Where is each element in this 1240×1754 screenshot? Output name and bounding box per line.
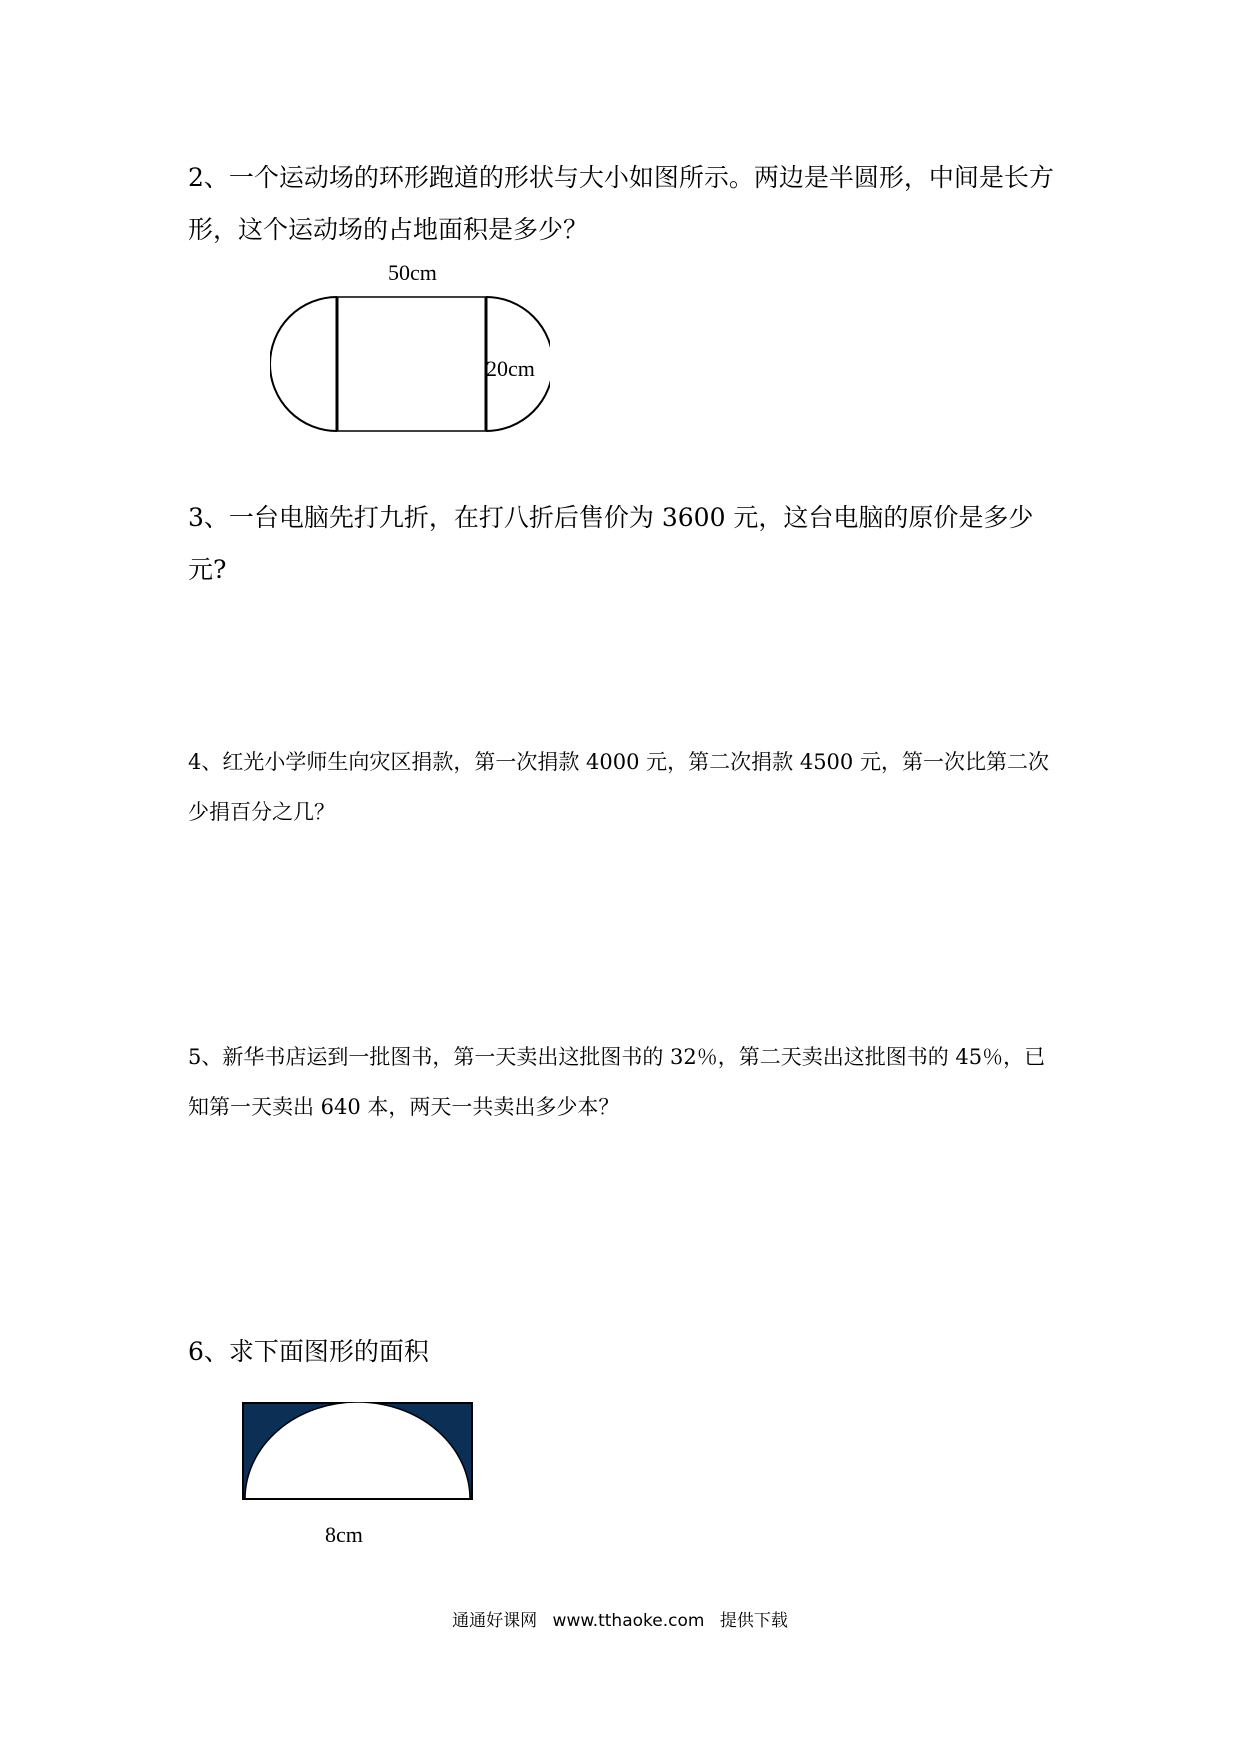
question-6-line-1: 6、求下面图形的面积 — [188, 1337, 429, 1366]
left-semicircle — [270, 297, 337, 431]
question-4-line-2: 少捐百分之几？ — [188, 800, 335, 824]
page-footer — [0, 1606, 1240, 1631]
arch-figure — [242, 1402, 474, 1502]
question-6 — [188, 1326, 1068, 1378]
question-3 — [188, 492, 1068, 596]
question-5-line-1: 5、新华书店运到一批图书，第一天卖出这批图书的 32％，第二天卖出这批图书的 45％，已 — [188, 1045, 1046, 1069]
question-4-line-1: 4、红光小学师生向灾区捐款，第一次捐款 4000 元，第二次捐款 4500 元，第一次比第二次 — [188, 750, 1049, 774]
question-4 — [188, 737, 1068, 837]
question-5-line-2: 知第一天卖出 640 本，两天一共卖出多少本？ — [188, 1095, 620, 1119]
arch-width-label: 8cm — [325, 1522, 363, 1547]
question-2-line-2: 形，这个运动场的占地面积是多少？ — [188, 215, 589, 244]
track-width-label: 20cm — [486, 356, 535, 381]
question-2-line-1: 2、一个运动场的环形跑道的形状与大小如图所示。两边是半圆形，中间是长方 — [188, 163, 1054, 192]
question-5 — [188, 1032, 1068, 1132]
question-3-line-1: 3、一台电脑先打九折，在打八折后售价为 3600 元，这台电脑的原价是多少元? — [188, 503, 1034, 584]
track-length-label: 50cm — [388, 260, 437, 285]
footer-suffix: 提供下载 — [719, 1611, 788, 1631]
footer-url[interactable]: www.tthaoke.com — [552, 1611, 705, 1631]
question-2 — [188, 152, 1068, 256]
footer-site-name: 通通好课网 — [452, 1611, 538, 1631]
